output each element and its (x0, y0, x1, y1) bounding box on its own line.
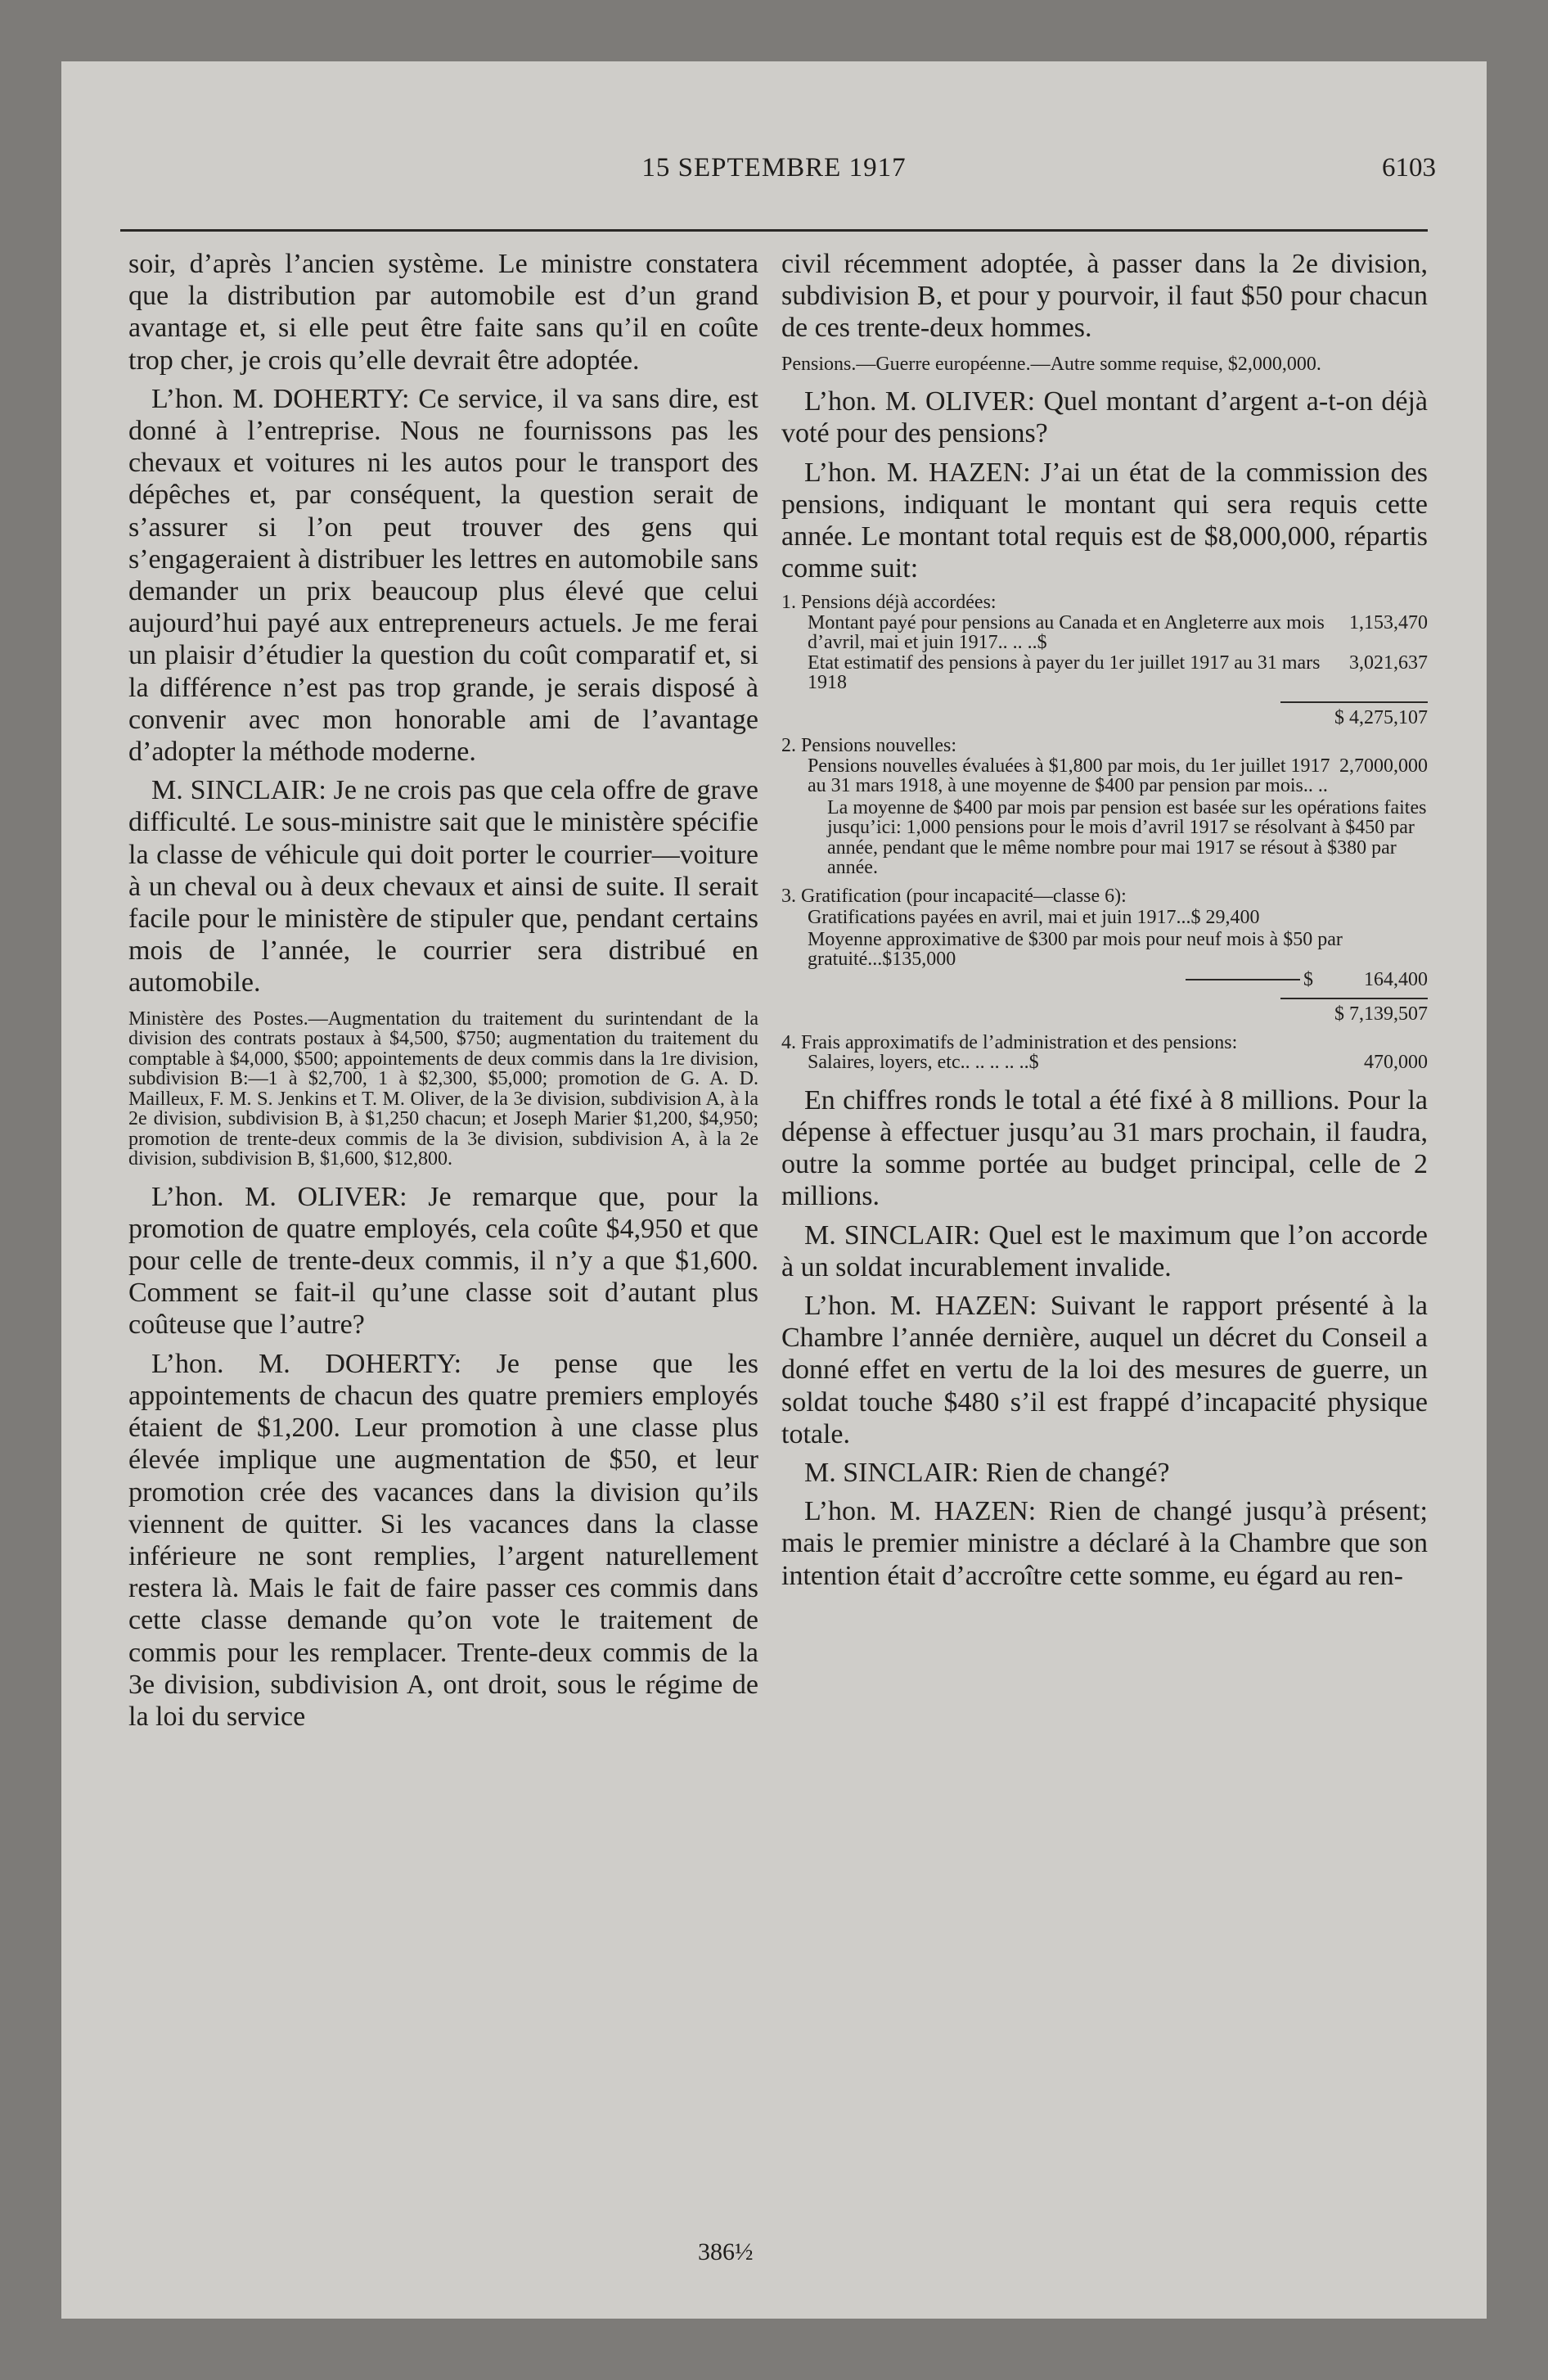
pension-line (781, 756, 1428, 796)
pension-line-label: Gratifications payées en avril, mai et juin 1917...$ 29,400 (808, 907, 1260, 929)
subtotal-amount: $ 4,275,107 (1280, 701, 1428, 728)
paragraph: L’hon. M. HAZEN: Suivant le rapport présenté à la Chambre l’année dernière, auquel un décret du Conseil a donné effet en vertu de la loi des mesures de guerre, un soldat touche $480 s’il est frappé d’incapacité physique totale. (781, 1291, 1428, 1449)
pension-section-1-title: 1. Pensions déjà accordées: (781, 592, 997, 614)
pension-running-total (781, 998, 1428, 1025)
pension-section-4-title: 4. Frais approximatifs de l’administration et des pensions: (781, 1031, 1238, 1053)
paragraph: civil récemment adoptée, à passer dans la 2e division, subdivision B, et pour y pourvoir, il faut $50 pour chacun de ces trente-deux hommes. (781, 249, 1428, 344)
page (61, 61, 1487, 2319)
pension-line-amount: 2,7000,000 (1339, 755, 1428, 777)
paragraph: soir, d’après l’ancien système. Le ministre constatera que la distribution par automobile est d’un grand avantage et, si elle peut être faite sans qu’il en coûte trop cher, je crois qu’elle devrait être adoptée. (128, 249, 758, 376)
pension-subtotal (781, 701, 1428, 728)
pension-line-label: Pensions nouvelles évaluées à $1,800 par mois, du 1er juillet 1917 au 31 mars 1918, à une moyenne de $400 par pension par mois.. .. (808, 755, 1330, 797)
pension-line-label: Salaires, loyers, etc.. .. .. .. ..$ (808, 1052, 1039, 1074)
budget-item: Pensions.—Guerre européenne.—Autre somme requise, $2,000,000. (781, 353, 1321, 375)
paragraph: L’hon. M. HAZEN: Rien de changé jusqu’à présent; mais le premier ministre a déclaré à la Chambre que son intention était d’accroître cette somme, eu égard au ren- (781, 1496, 1428, 1591)
budget-item: Ministère des Postes.—Augmentation du traitement du surintendant de la division des contrats postaux à $4,500, $750; augmentation du traitement du comptable à $4,000, $500; appointements de deux commis dans la 1re division, subdivision B:—1 à $2,700, 1 à $2,300, $5,000; promotion de G. A. D. Mailleux, F. M. S. Jenkins et T. M. Oliver, de la 3e division, subdivision A, à la 2e division, subdivision B, à $1,250 chacun; et Joseph Marier $1,200, $4,950; promotion de trente-deux commis de la 3e division, subdivision A, à la 2e division, subdivision B, $1,600, $12,800. (128, 1007, 758, 1170)
pension-line-label: Etat estimatif des pensions à payer du 1er juillet 1917 au 31 mars 1918 (808, 651, 1321, 694)
pension-line (781, 653, 1428, 693)
subtotal-rule (1186, 979, 1300, 980)
header-date: 15 SEPTEMBRE 1917 (641, 153, 907, 183)
pension-subtotal (781, 970, 1428, 990)
pension-line-amount: 470,000 (1364, 1052, 1428, 1074)
paragraph: M. SINCLAIR: Rien de changé? (804, 1458, 1170, 1489)
header-page-number: 6103 (1382, 153, 1436, 183)
pension-section-2-title: 2. Pensions nouvelles: (781, 735, 956, 757)
subtotal-amount: 164,400 (1364, 968, 1428, 990)
pension-note: La moyenne de $400 par mois par pension est basée sur les opérations faites jusqu’ici: 1,000 pensions pour le mois d’avril 1917 se résolvant à $450 par année, pendant que le même nombre pour mai 1917 se résout à $380 par année. (827, 796, 1427, 879)
pension-line-label: Montant payé pour pensions au Canada et en Angleterre aux mois d’avril, mai et juin 1917.. .. ..$ (808, 611, 1325, 654)
subtotal-currency: $ (1303, 968, 1313, 990)
paragraph: M. SINCLAIR: Quel est le maximum que l’on accorde à un soldat incurablement invalide. (781, 1219, 1428, 1282)
paragraph: M. SINCLAIR: Je ne crois pas que cela offre de grave difficulté. Le sous-ministre sait que le ministère spécifie la classe de véhicule qui doit porter le courrier—voiture à un cheval ou à deux chevaux et ainsi de suite. Il serait facile pour le ministère de stipuler que, pendant certains mois de l’année, le courrier sera distribué en automobile. (128, 775, 758, 998)
page-header (61, 153, 1487, 194)
pension-section-3-title: 3. Gratification (pour incapacité—classe 6): (781, 885, 1127, 907)
paragraph: En chiffres ronds le total a été fixé à 8 millions. Pour la dépense à effectuer jusqu’au 31 mars prochain, il faudra, outre la somme portée au budget principal, celle de 2 millions. (781, 1084, 1428, 1212)
right-column (781, 248, 1428, 1598)
paragraph: L’hon. M. DOHERTY: Ce service, il va sans dire, est donné à l’entreprise. Nous ne fournissons pas les chevaux et voitures ni les autos pour le transport des dépêches et, par conséquent, la question serait de s’assurer si l’on peut trouver des gens qui s’engageraient à distribuer les lettres en automobile sans demander un prix beaucoup plus élevé que celui aujourd’hui payé aux entrepreneurs actuels. Je me ferai un plaisir d’étudier la question du coût comparatif et, si la différence n’est pas trop grande, je serais disposé à convenir avec mon honorable ami de l’avantage d’adopter la méthode moderne. (128, 383, 758, 768)
pension-line-amount: 1,153,470 (1349, 611, 1428, 633)
pension-line-label: Moyenne approximative de $300 par mois pour neuf mois à $50 par gratuité...$135,000 (808, 928, 1343, 971)
paragraph: L’hon. M. OLIVER: Je remarque que, pour la promotion de quatre employés, cela coûte $4,950 et que pour celle de trente-deux commis, il n’y a que $1,600. Comment se fait-il qu’une classe soit d’autant plus coûteuse que l’autre? (128, 1181, 758, 1341)
running-total-amount: $ 7,139,507 (1280, 998, 1428, 1025)
footer-mark: 386½ (698, 2238, 754, 2265)
paragraph: L’hon. M. DOHERTY: Je pense que les appointements de chacun des quatre premiers employés étaient de $1,200. Leur promotion à une classe plus élevée implique une augmentation de $50, et leur promotion crée des vacances dans la division qu’ils viennent de quitter. Si les vacances dans la classe inférieure ne sont remplies, l’argent naturellement restera là. Mais le fait de faire passer ces commis dans cette classe demande qu’on vote le traitement de commis pour les remplacer. Trente-deux commis de la 3e division, subdivision A, ont droit, sous le régime de la loi du service (128, 1348, 758, 1732)
paragraph: L’hon. M. HAZEN: J’ai un état de la commission des pensions, indiquant le montant qui sera requis cette année. Le montant total requis est de $8,000,000, répartis comme suit: (781, 457, 1428, 584)
left-column (128, 248, 758, 1739)
pension-line (781, 613, 1428, 653)
pension-line (781, 1053, 1428, 1073)
pension-line-amount: 3,021,637 (1349, 651, 1428, 674)
paragraph: L’hon. M. OLIVER: Quel montant d’argent a-t-on déjà voté pour des pensions? (781, 386, 1428, 449)
header-rule (120, 229, 1428, 232)
